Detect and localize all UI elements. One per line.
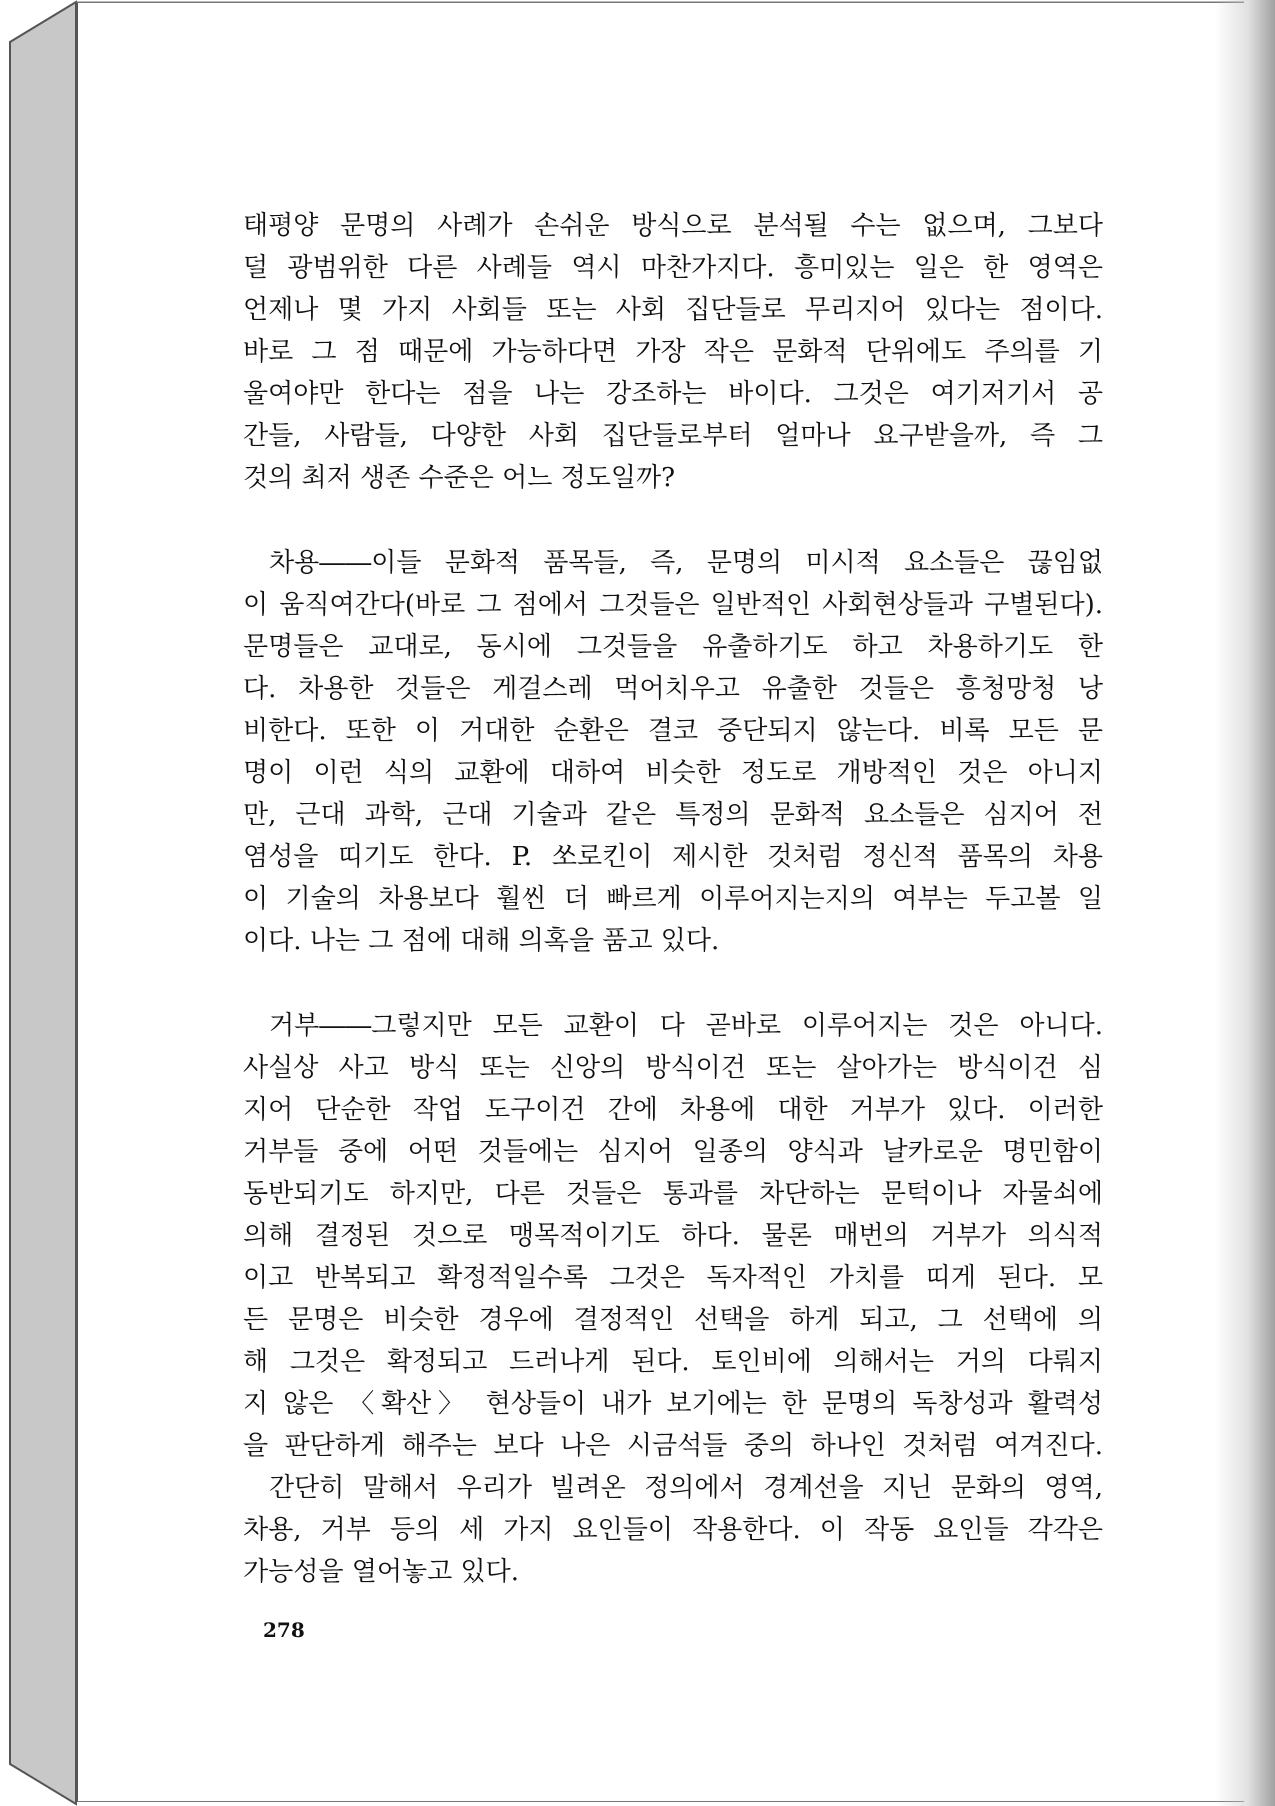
text-line: 비한다. 또한 이 거대한 순환은 결코 중단되지 않는다. 비록 모든 문 [243,716,1103,746]
paragraph-2 [243,542,1103,962]
text-line: 이 움직여간다(바로 그 점에서 그것들은 일반적인 사회현상들과 구별된다). [243,590,1103,620]
text-line: 덜 광범위한 다른 사례들 역시 마찬가지다. 흥미있는 일은 한 영역은 [243,253,1103,283]
paragraph-4 [243,1467,1103,1593]
text-line: 의해 결정된 것으로 맹목적이기도 하다. 물론 매번의 거부가 의식적 [243,1221,1103,1251]
text-line: 가능성을 열어놓고 있다. [243,1557,519,1587]
paragraph-3 [243,1005,1103,1467]
text-line: 이다. 나는 그 점에 대해 의혹을 품고 있다. [243,926,720,956]
text-line: 다. 차용한 것들은 게걸스레 먹어치우고 유출한 것들은 흥청망청 낭 [243,674,1103,704]
text-line: 해 그것은 확정되고 드러나게 된다. 토인비에 의해서는 거의 다뤄지 [243,1347,1103,1377]
text-line: 거부들 중에 어떤 것들에는 심지어 일종의 양식과 날카로운 명민함이 [243,1137,1103,1167]
text-line: 차용, 거부 등의 세 가지 요인들이 작용한다. 이 작동 요인들 각각은 [243,1515,1103,1545]
text-line: 이고 반복되고 확정적일수록 그것은 독자적인 가치를 띠게 된다. 모 [243,1263,1103,1293]
text-line: 이 기술의 차용보다 훨씬 더 빠르게 이루어지는지의 여부는 두고볼 일 [243,884,1103,914]
text-line: 차용――이들 문화적 품목들, 즉, 문명의 미시적 요소들은 끊임없 [269,548,1103,578]
text-line: 명이 이런 식의 교환에 대하여 비슷한 정도로 개방적인 것은 아니지 [243,758,1103,788]
text-line: 태평양 문명의 사례가 손쉬운 방식으로 분석될 수는 없으며, 그보다 [243,211,1103,241]
text-line: 을 판단하게 해주는 보다 나은 시금석들 중의 하나인 것처럼 여겨진다. [243,1431,1103,1461]
text-line: 거부――그렇지만 모든 교환이 다 곧바로 이루어지는 것은 아니다. [269,1011,1103,1041]
text-line: 사실상 사고 방식 또는 신앙의 방식이건 또는 살아가는 방식이건 심 [243,1053,1103,1083]
text-line: 간들, 사람들, 다양한 사회 집단들로부터 얼마나 요구받을까, 즉 그 [243,421,1103,451]
text-line: 지어 단순한 작업 도구이건 간에 차용에 대한 거부가 있다. 이러한 [243,1095,1103,1125]
text-line: 바로 그 점 때문에 가능하다면 가장 작은 문화적 단위에도 주의를 기 [243,337,1103,367]
text-line: 문명들은 교대로, 동시에 그것들을 유출하기도 하고 차용하기도 한 [243,632,1103,662]
text-line: 울여야만 한다는 점을 나는 강조하는 바이다. 그것은 여기저기서 공 [243,379,1103,409]
text-line: 간단히 말해서 우리가 빌려온 정의에서 경계선을 지닌 문화의 영역, [269,1473,1103,1503]
text-line: 든 문명은 비슷한 경우에 결정적인 선택을 하게 되고, 그 선택에 의 [243,1305,1103,1335]
page-number: 278 [263,1618,305,1642]
text-line: 언제나 몇 가지 사회들 또는 사회 집단들로 무리지어 있다는 점이다. [243,295,1103,325]
page-edge-shadow [1215,0,1275,1806]
text-line: 것의 최저 생존 수준은 어느 정도일까? [243,463,676,493]
text-line: 만, 근대 과학, 근대 기술과 같은 특정의 문화적 요소들은 심지어 전 [243,800,1103,830]
text-line: 지 않은 〈확산〉 현상들이 내가 보기에는 한 문명의 독창성과 활력성 [243,1389,1103,1419]
text-line: 염성을 띠기도 한다. P. 쏘로킨이 제시한 것처럼 정신적 품목의 차용 [243,842,1103,872]
text-line: 동반되기도 하지만, 다른 것들은 통과를 차단하는 문턱이나 자물쇠에 [243,1179,1103,1209]
body-text [243,205,1103,1593]
paragraph-1 [243,205,1103,499]
